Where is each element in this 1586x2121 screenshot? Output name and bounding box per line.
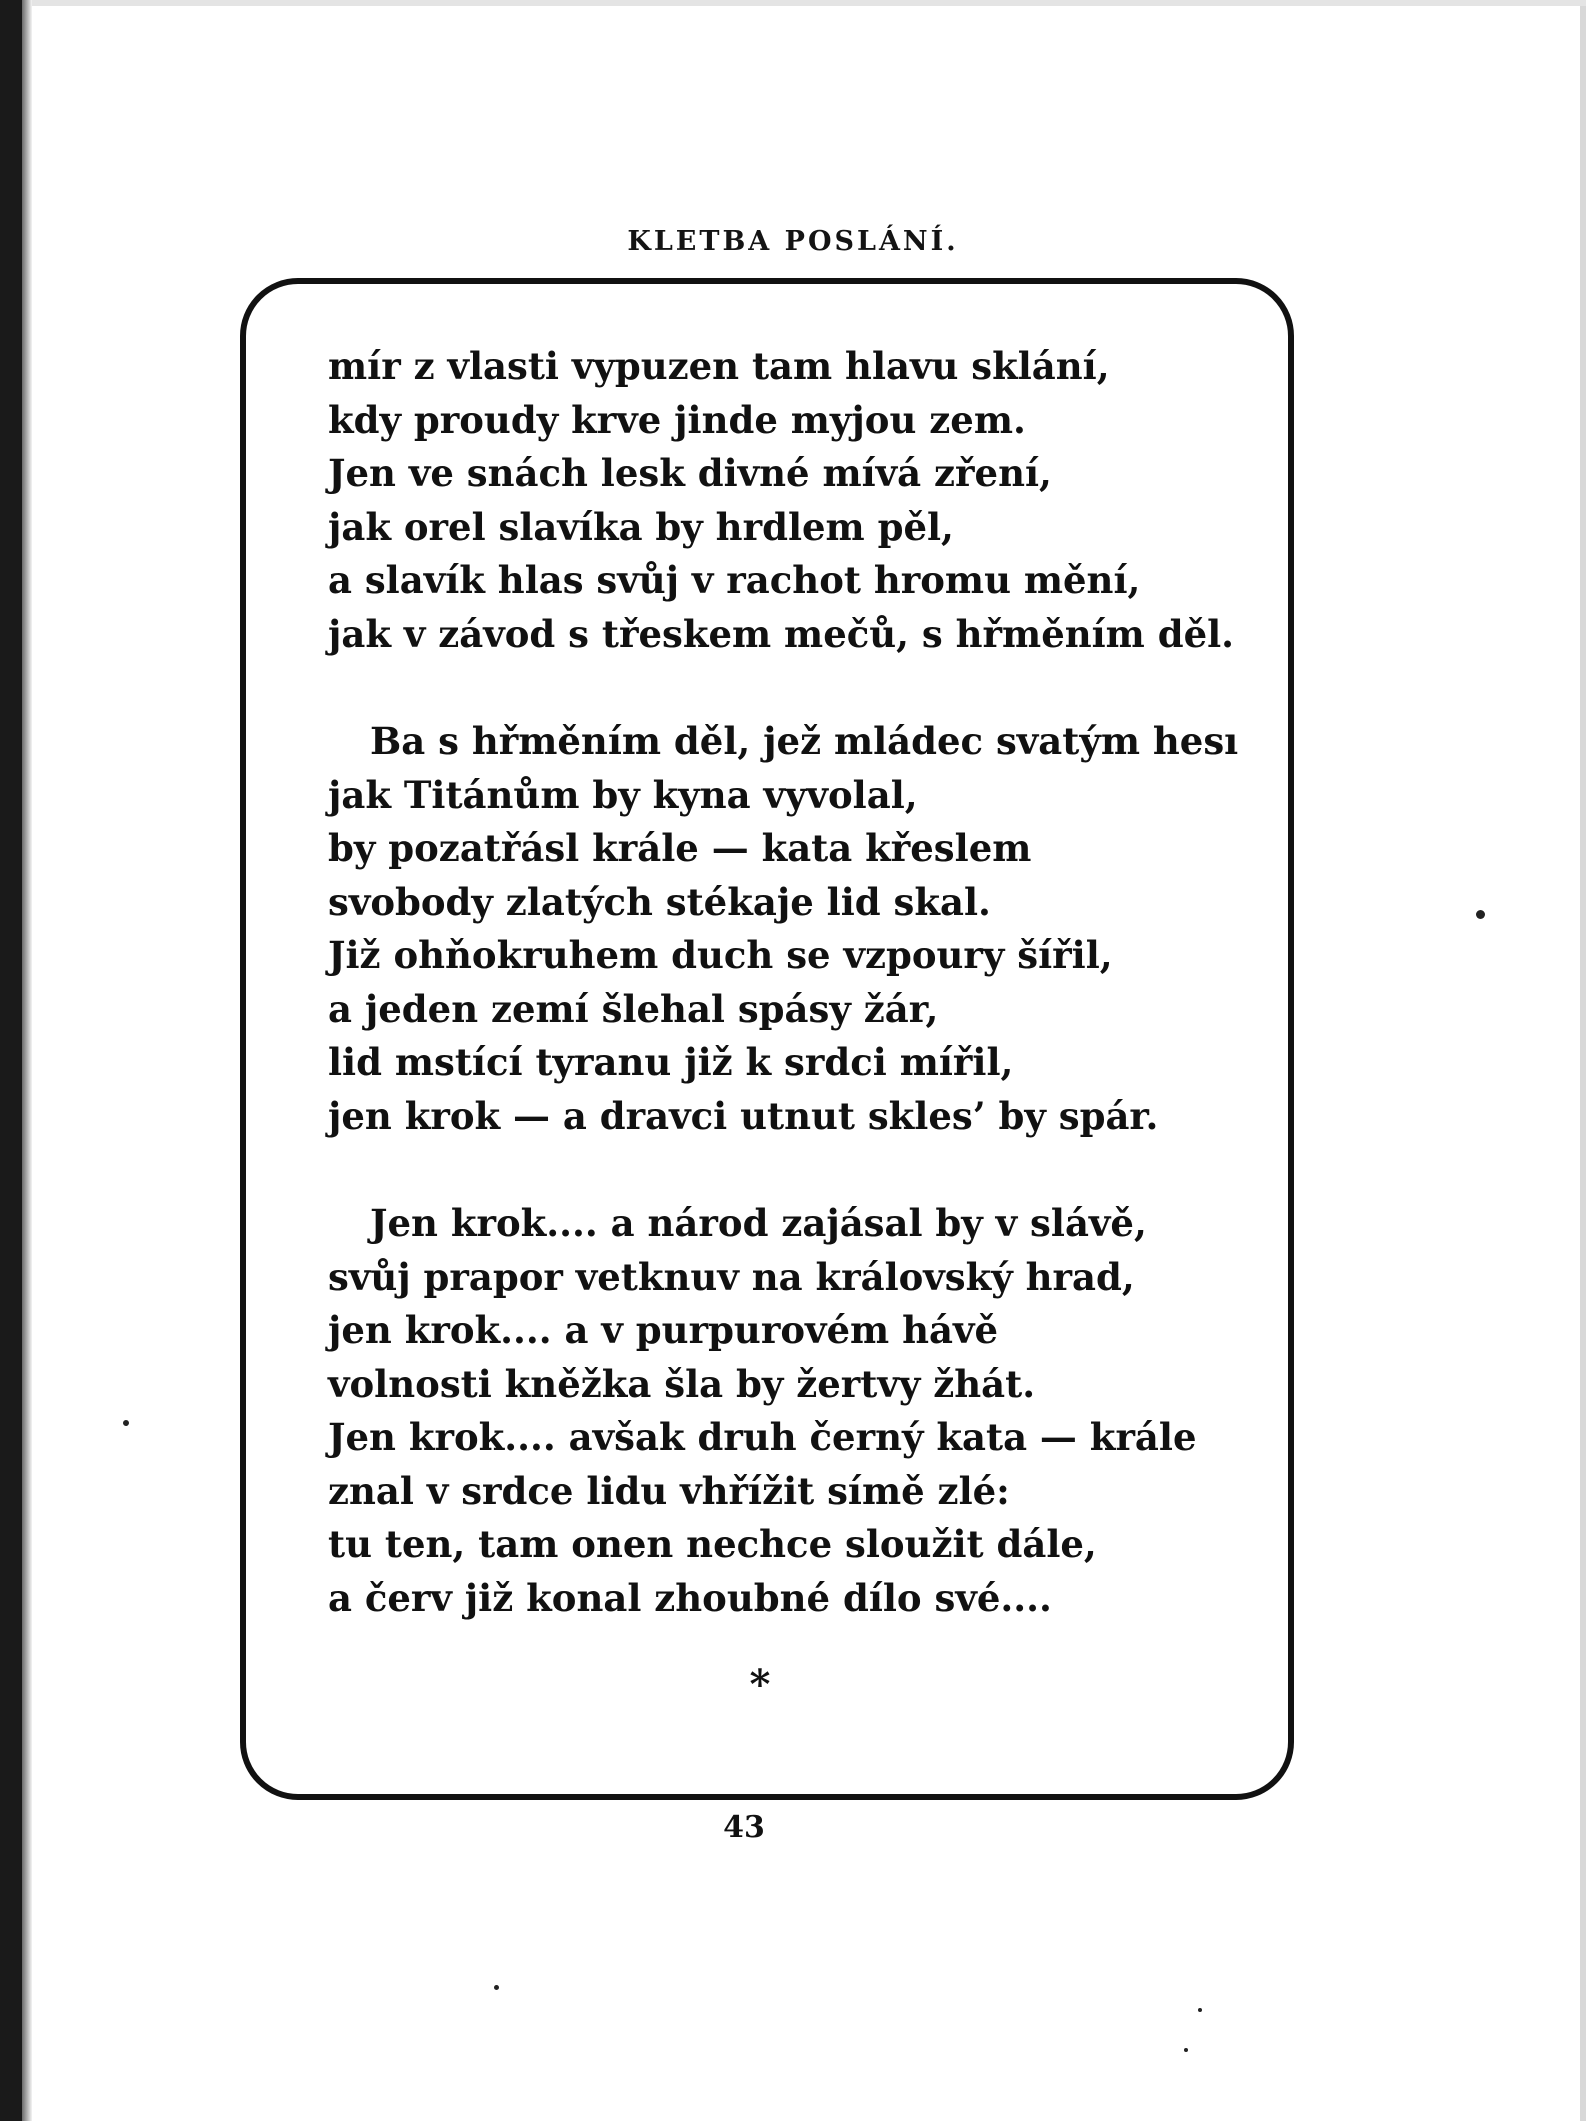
poem-line: znal v srdce lidu vhřížit símě zlé: [328, 1468, 1010, 1513]
scan-edge-right [1580, 0, 1586, 2121]
scan-speck [1184, 2048, 1188, 2052]
stanza-3 [328, 1197, 1228, 1625]
asterisk-ornament: * [749, 1661, 771, 1708]
running-head: KLETBA POSLÁNÍ. [627, 226, 959, 257]
poem-line: by pozatřásl krále — kata křeslem [328, 826, 1032, 870]
poem [328, 340, 1239, 1679]
poem-line: Jen krok.... a národ zajásal by v slávě, [370, 1201, 1147, 1245]
poem-line: lid mstící tyranu již k srdci mířil, [328, 1040, 1014, 1084]
poem-line: jen krok — a dravci utnut skles’ by spár. [328, 1093, 1159, 1138]
poem-line: jen krok.... a v purpurovém hávě [328, 1308, 998, 1352]
scan-edge-shadow [22, 0, 32, 2121]
poem-line: Již ohňokruhem duch se vzpoury šířil, [328, 933, 1113, 977]
poem-line: jak Titánům by kyna vyvolal, [328, 772, 918, 817]
poem-line: svobody zlatých stékaje lid skal. [328, 879, 991, 924]
poem-line: svůj prapor vetknuv na královský hrad, [328, 1254, 1135, 1299]
poem-line: a červ již konal zhoubné dílo své.... [328, 1575, 1052, 1620]
poem-line: tu ten, tam onen nechce sloužit dále, [328, 1522, 1097, 1566]
scan-speck [1198, 2008, 1202, 2012]
poem-line: a slavík hlas svůj v rachot hromu mění, [328, 558, 1141, 602]
page-number: 43 [723, 1810, 765, 1845]
stanza-1 [328, 340, 1235, 661]
scan-speck [1476, 910, 1485, 919]
poem-line: mír z vlasti vypuzen tam hlavu sklání, [328, 344, 1110, 388]
scan-speck [494, 1985, 499, 1990]
poem-line: Jen krok.... avšak druh černý kata — krále [328, 1415, 1197, 1459]
poem-line: kdy proudy krve jinde myjou zem. [328, 397, 1026, 442]
poem-line: Ba s hřměním děl, jež mládec svatým hesı [370, 719, 1239, 763]
scan-edge-top [32, 0, 1586, 6]
poem-line: Jen ve snách lesk divné mívá zření, [328, 451, 1052, 495]
poem-line: jak orel slavíka by hrdlem pěl, [328, 504, 954, 549]
poem-line: a jeden zemí šlehal spásy žár, [328, 986, 939, 1031]
poem-line: volnosti kněžka šla by žertvy žhát. [328, 1361, 1036, 1406]
scan-edge-left [0, 0, 22, 2121]
scan-speck [123, 1420, 129, 1426]
poem-line: jak v závod s třeskem mečů, s hřměním děl. [328, 611, 1235, 656]
stanza-2 [328, 715, 1239, 1143]
